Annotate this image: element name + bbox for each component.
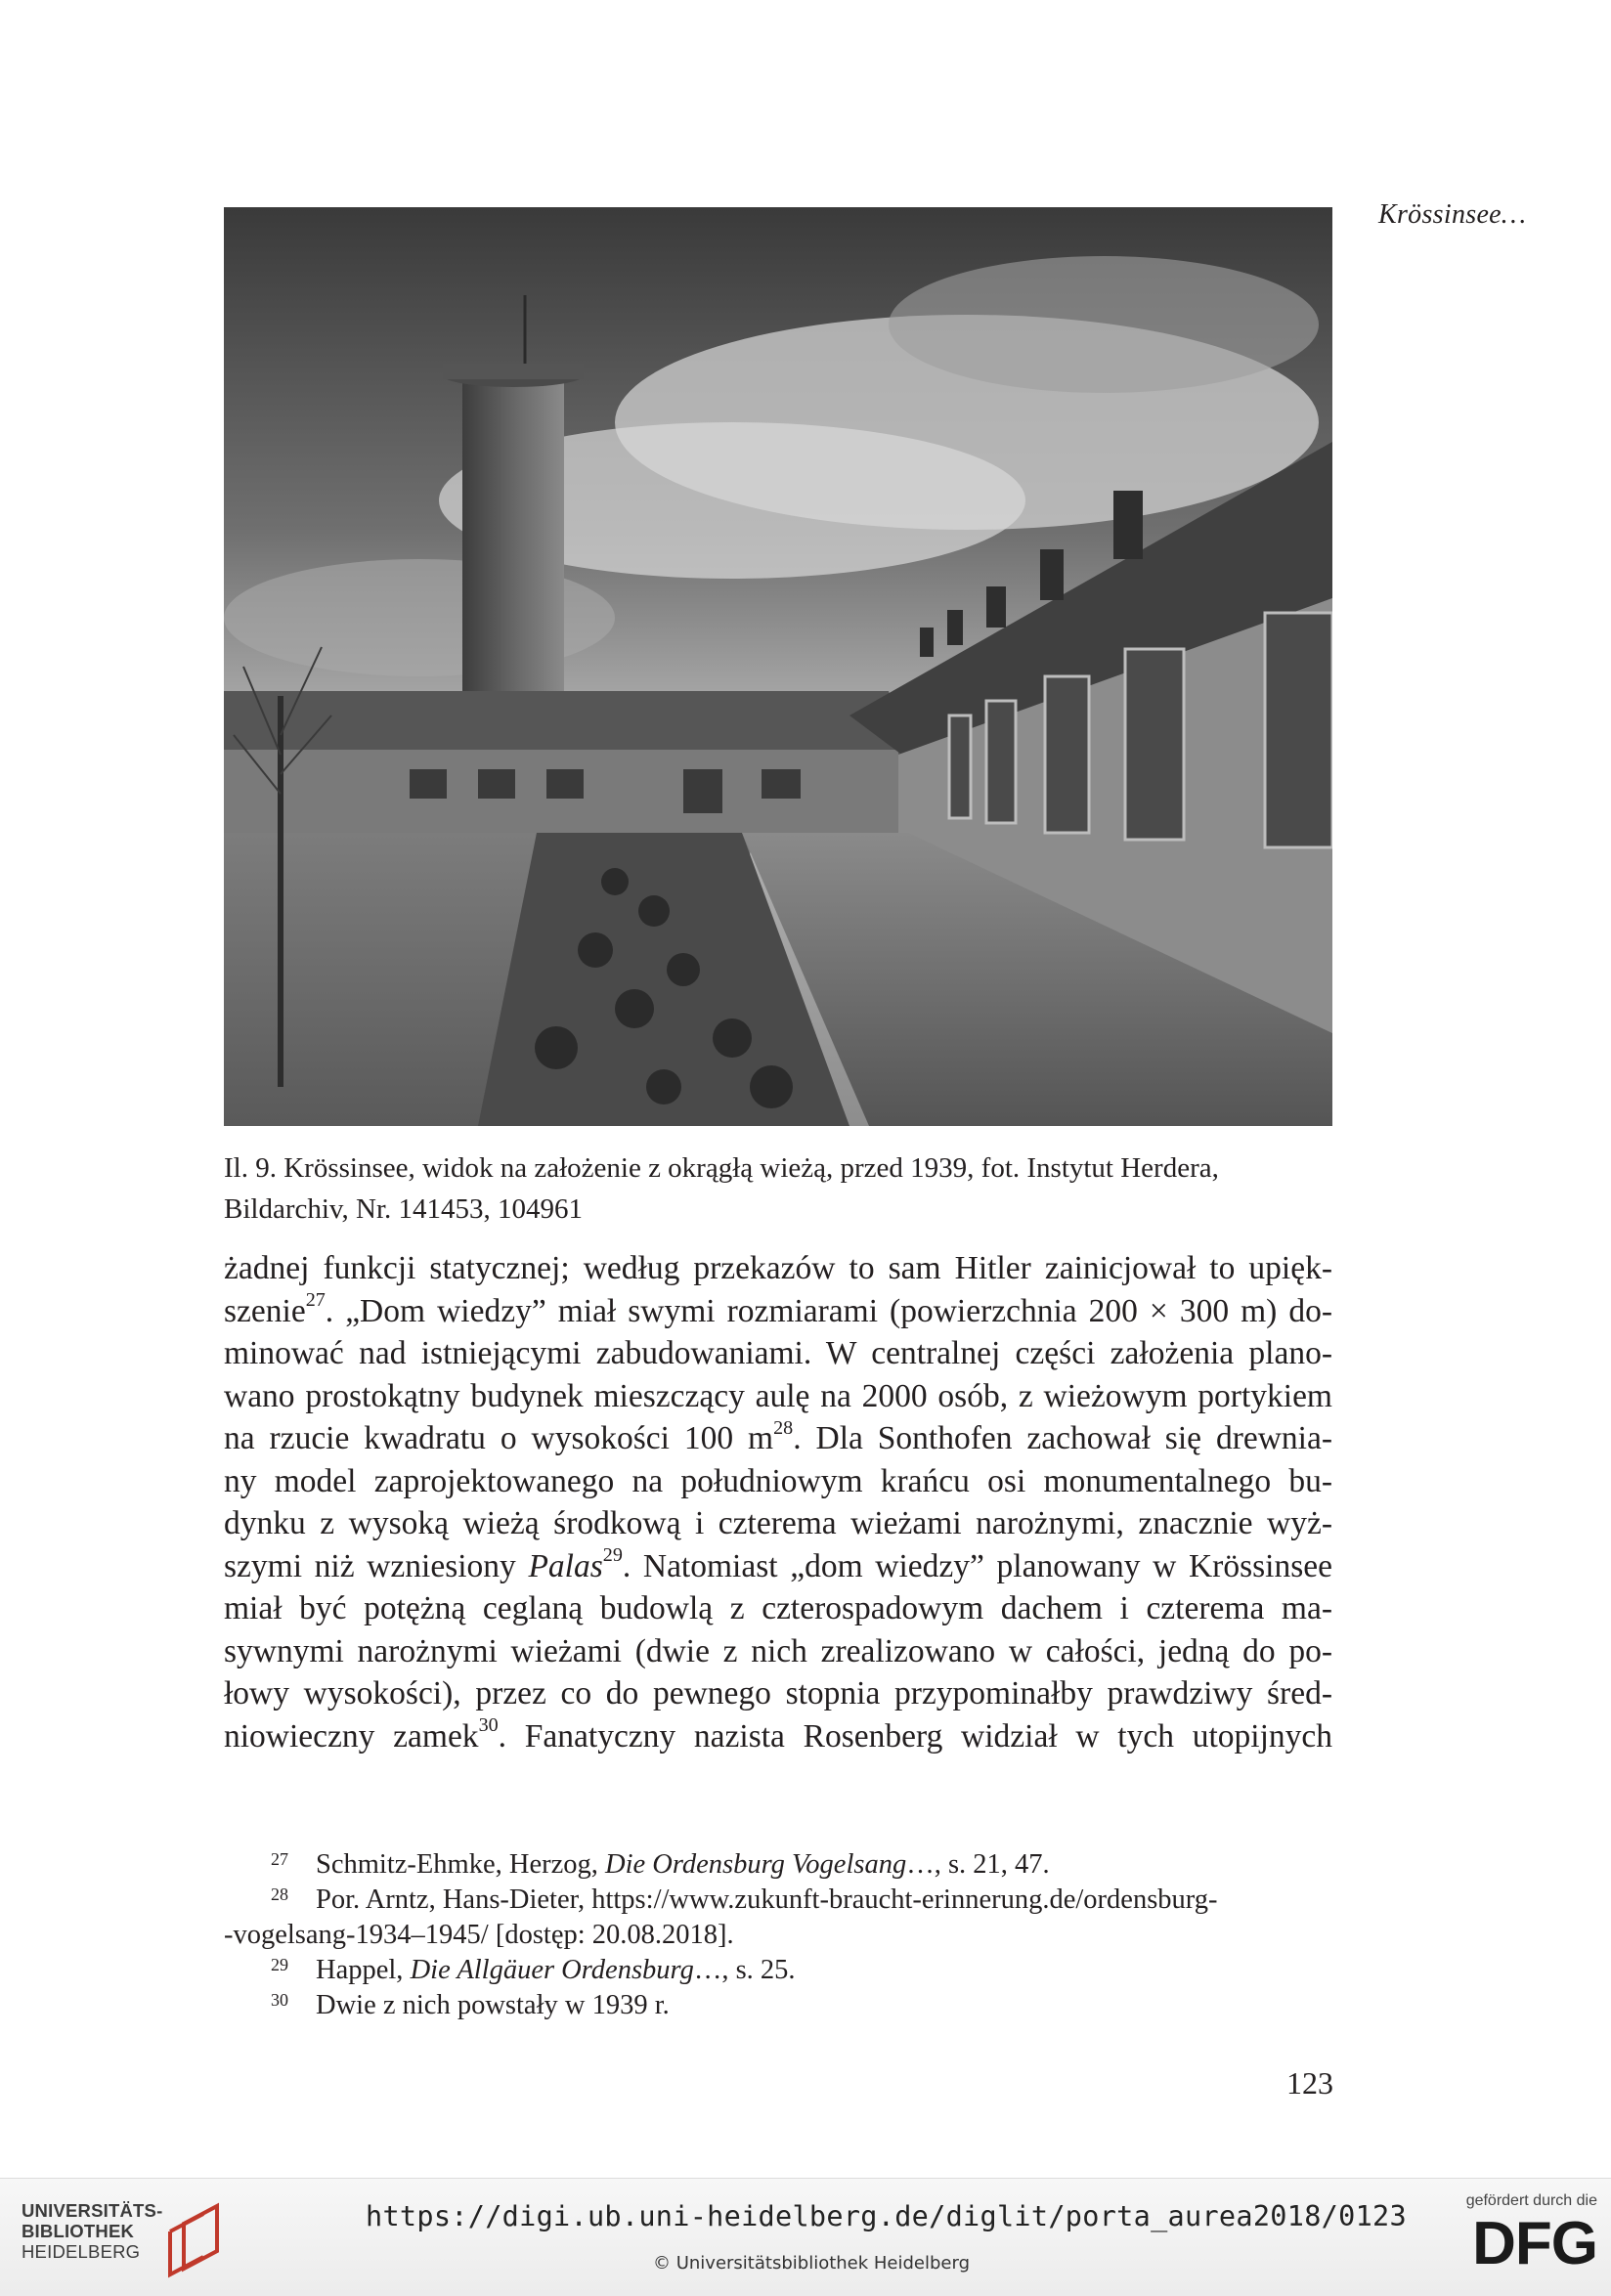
footnote-number: 29 bbox=[271, 1955, 288, 1974]
italic-term: Palas bbox=[528, 1547, 603, 1584]
photo-krossinsee-tower bbox=[224, 207, 1332, 1126]
footnote-number: 28 bbox=[271, 1884, 288, 1904]
dfg-logo[interactable] bbox=[1431, 2192, 1597, 2290]
footnote-number: 30 bbox=[271, 1990, 288, 2010]
body-paragraph bbox=[224, 1247, 1332, 1757]
dfg-funded-label: gefördert durch die bbox=[1465, 2192, 1597, 2209]
text-line: ny model zaprojektowanego na południowym krańcu osi monumentalnego bu- bbox=[224, 1462, 1332, 1499]
text-line: miał być potężną ceglaną budowlą z czterospadowym dachem i czterema ma- bbox=[224, 1590, 1332, 1626]
library-mark-icon bbox=[160, 2196, 239, 2278]
caption-line: Bildarchiv, Nr. 141453, 104961 bbox=[224, 1193, 584, 1225]
text-line: żadnej funkcji statycznej; według przekazów to sam Hitler zainicjował to upięk- bbox=[224, 1250, 1332, 1286]
text-line: łowy wysokości), przez co do pewnego stopnia przypominałby prawdziwy śred- bbox=[224, 1675, 1332, 1711]
footnote-ref[interactable]: 30 bbox=[478, 1714, 499, 1737]
footnote-27: 27 Schmitz-Ehmke, Herzog, Die Ordensburg Vogelsang…, s. 21, 47. bbox=[224, 1847, 1332, 1883]
library-name: UNIVERSITÄTS- BIBLIOTHEK HEIDELBERG bbox=[22, 2200, 163, 2262]
text-line: szenie$^{27}$. „Dom wiedzy” miał swymi rozmiarami (powierzchnia 200 × 300 m) do- bbox=[224, 1289, 1332, 1329]
copyright: © Universitätsbibliothek Heidelberg bbox=[653, 2253, 971, 2274]
footnote-28 bbox=[224, 1883, 1332, 1918]
footnote-ref[interactable]: 28 bbox=[773, 1416, 794, 1439]
page-number: 123 bbox=[1286, 2065, 1333, 2101]
text-line: na rzucie kwadratu o wysokości 100 m$^{28}$. Dla Sonthofen zachował się drewnia- bbox=[224, 1416, 1332, 1456]
text-line: wano prostokątny budynek mieszczący aulę na 2000 osób, z wieżowym portykiem bbox=[224, 1377, 1332, 1414]
footnote-number: 27 bbox=[271, 1849, 288, 1869]
ub-heidelberg-logo[interactable] bbox=[22, 2196, 227, 2278]
caption-line: Il. 9. Krössinsee, widok na założenie z okrągłą wieżą, przed 1939, fot. Instytut Herdera, bbox=[224, 1152, 1219, 1184]
dfg-wordmark: DFG bbox=[1472, 2210, 1597, 2277]
text-line: dynku z wysoką wieżą środkową i czterema wieżami narożnymi, znacznie wyż- bbox=[224, 1505, 1332, 1541]
footnote-link[interactable]: Por. Arntz, Hans-Dieter, https://www.zukunft-braucht-erinnerung.de/ordensburg- bbox=[316, 1884, 1218, 1915]
text-line: minować nad istniejącymi zabudowaniami. W centralnej części założenia plano- bbox=[224, 1335, 1332, 1371]
figure-caption bbox=[224, 1148, 1332, 1230]
footnote-ref[interactable]: 27 bbox=[305, 1289, 326, 1312]
permalink-url[interactable]: https://digi.ub.uni-heidelberg.de/diglit/porta_aurea2018/0123 bbox=[366, 2200, 1407, 2232]
footnote-30: 30 Dwie z nich powstały w 1939 r. bbox=[224, 1988, 1332, 2023]
figure-photo bbox=[224, 207, 1332, 1126]
running-head: Krössinsee… bbox=[1378, 199, 1527, 230]
footnote-ref[interactable]: 29 bbox=[602, 1544, 623, 1567]
text-line: szymi niż wzniesiony Palas$^{29}$. Natomiast „dom wiedzy” planowany w Krössinsee bbox=[224, 1544, 1332, 1584]
footnotes bbox=[224, 1847, 1332, 2023]
text-line: niowieczny zamek$^{30}$. Fanatyczny nazista Rosenberg widział w tych utopijnych bbox=[224, 1714, 1332, 1754]
footnote-28-continued: -vogelsang-1934–1945/ [dostęp: 20.08.2018]. bbox=[224, 1920, 734, 1950]
footnote-29: 29 Happel, Die Allgäuer Ordensburg…, s. 25. bbox=[224, 1953, 1332, 1988]
text-line: sywnymi narożnymi wieżami (dwie z nich zrealizowano w całości, jedną do po- bbox=[224, 1632, 1332, 1669]
footer-bar bbox=[0, 2178, 1611, 2296]
